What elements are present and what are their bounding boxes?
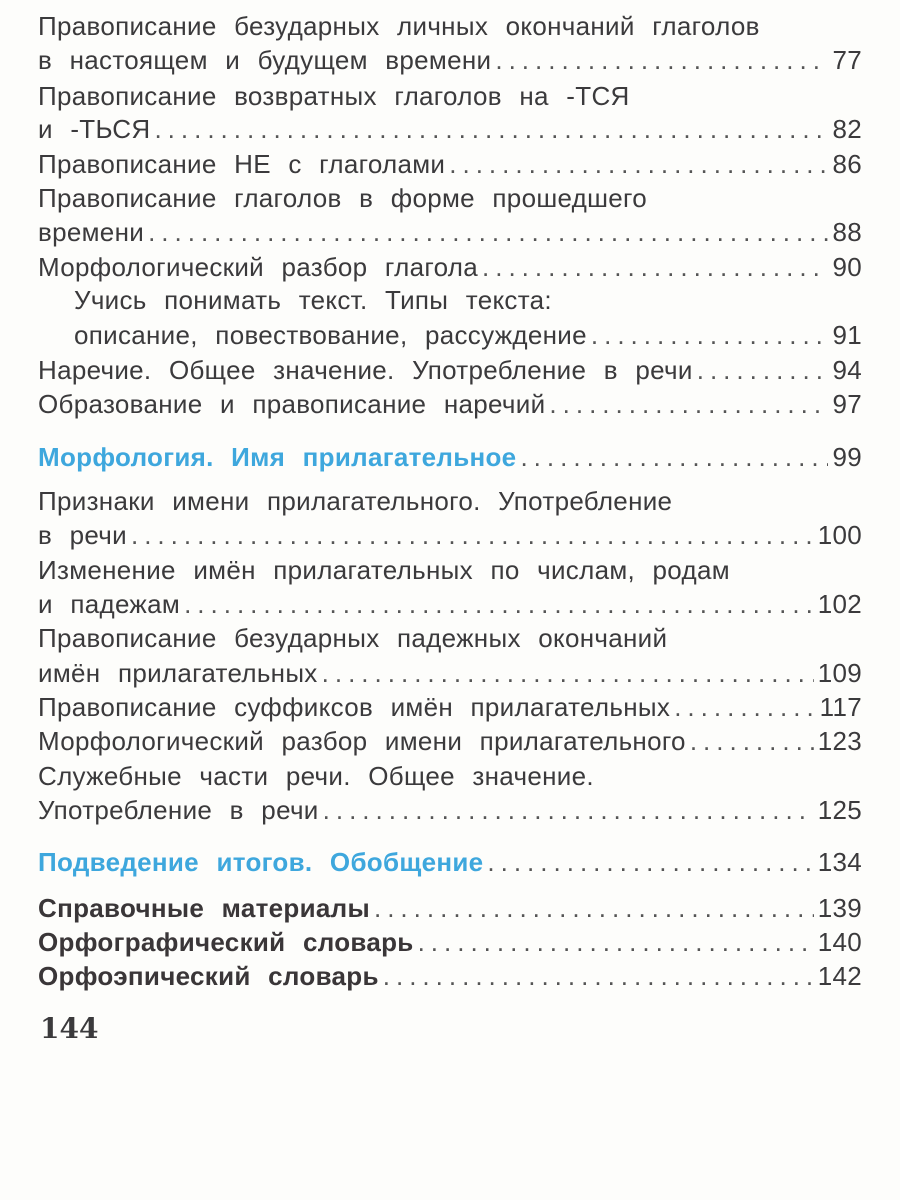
toc-entry-line [38, 215, 862, 249]
toc-entry-title: Признаки имени прилагательного. Употребление [38, 486, 673, 516]
dot-leader [549, 387, 828, 421]
toc-page-number: 125 [817, 795, 862, 825]
toc-page-number: 140 [817, 927, 862, 957]
dot-leader [418, 925, 814, 959]
dot-leader [154, 112, 828, 146]
dot-leader [487, 845, 813, 879]
toc-entry-line [38, 181, 862, 215]
toc-entry-title: Правописание безударных падежных окончаний [38, 623, 668, 653]
toc-page-number: 77 [832, 45, 862, 75]
page-number: 144 [40, 1012, 99, 1045]
dot-leader [674, 690, 815, 724]
toc-page-number: 123 [817, 726, 862, 756]
toc-entry-line [38, 690, 862, 724]
dot-leader [383, 959, 814, 993]
dot-leader [520, 440, 828, 474]
toc-page-number: 102 [817, 589, 862, 619]
toc-entry-title: Морфологический разбор глагола [38, 252, 478, 282]
toc-page-number: 97 [832, 389, 862, 419]
toc-entry-line [38, 759, 862, 793]
toc-entry-title: Правописание безударных личных окончаний глаголов [38, 11, 760, 41]
toc-page-number: 99 [832, 442, 862, 472]
dot-leader [482, 250, 828, 284]
toc-entry-title: Подведение итогов. Обобщение [38, 847, 484, 877]
toc-entry-line [38, 79, 862, 113]
toc-entry-line [38, 112, 862, 146]
dot-leader [591, 318, 829, 352]
toc-entry-title: Употребление в речи [38, 795, 319, 825]
toc-entry-title: описание, повествование, рассуждение [74, 320, 587, 350]
dot-leader [323, 793, 814, 827]
toc-entry-title: Морфология. Имя прилагательное [38, 442, 517, 472]
toc-entry-line [38, 387, 862, 421]
toc-entry-line [74, 318, 862, 352]
toc-entry-line [38, 656, 862, 690]
toc-page-number: 134 [817, 847, 862, 877]
toc-entry-title: Учись понимать текст. Типы текста: [74, 285, 552, 315]
dot-leader [131, 518, 814, 552]
toc-entry-title: Правописание суффиксов имён прилагательных [38, 692, 671, 722]
toc-entry-title: Морфологический разбор имени прилагательного [38, 726, 686, 756]
toc-entry-title: времени [38, 217, 145, 247]
toc-page-number: 86 [832, 149, 862, 179]
toc-entry-line [38, 43, 862, 77]
toc-entry-line [38, 621, 862, 655]
dot-leader [690, 724, 814, 758]
dot-leader [322, 656, 814, 690]
toc-page-number: 109 [817, 658, 862, 688]
toc-entry-title: Изменение имён прилагательных по числам, родам [38, 555, 730, 585]
toc-entry-line [38, 724, 862, 758]
toc-page-number: 142 [817, 961, 862, 991]
toc-entry-line [38, 518, 862, 552]
toc-entry-line [38, 959, 862, 993]
dot-leader [495, 43, 828, 77]
toc-page-number: 82 [832, 114, 862, 144]
toc-entry-title: Правописание НЕ с глаголами [38, 149, 446, 179]
toc-section-heading [38, 440, 862, 474]
toc-entry-line [38, 147, 862, 181]
dot-leader [148, 215, 828, 249]
toc-entry-line [38, 925, 862, 959]
dot-leader [449, 147, 828, 181]
toc-entry-line [38, 891, 862, 925]
toc-entry-title: Справочные материалы [38, 893, 370, 923]
toc-page-number: 91 [832, 320, 862, 350]
dot-leader [697, 353, 829, 387]
toc-entry-title: Наречие. Общее значение. Употребление в речи [38, 355, 693, 385]
dot-leader [184, 587, 814, 621]
toc-entry-title: Орфоэпический словарь [38, 961, 379, 991]
toc-page-number: 117 [819, 692, 862, 722]
toc-entry-title: Служебные части речи. Общее значение. [38, 761, 594, 791]
toc-page-number: 90 [832, 252, 862, 282]
toc-entry-line [38, 9, 862, 43]
toc-entry-title: Правописание возвратных глаголов на -ТСЯ [38, 81, 630, 111]
toc-entry-line [38, 250, 862, 284]
toc-entry-title: в настоящем и будущем времени [38, 45, 492, 75]
toc-entry-title: имён прилагательных [38, 658, 318, 688]
toc-entry-title: Орфографический словарь [38, 927, 414, 957]
toc-entry-line [38, 793, 862, 827]
toc-entry-title: Образование и правописание наречий [38, 389, 546, 419]
toc-page-number: 100 [817, 520, 862, 550]
toc-page-number: 94 [832, 355, 862, 385]
toc-entry-title: и падежам [38, 589, 181, 619]
toc-entry-title: в речи [38, 520, 127, 550]
toc-entry-title: и -ТЬСЯ [38, 114, 151, 144]
toc-entry-line [38, 484, 862, 518]
toc-section-heading [38, 845, 862, 879]
toc-page-number: 88 [832, 217, 862, 247]
toc-entry-title: Правописание глаголов в форме прошедшего [38, 183, 648, 213]
toc-entry-line [38, 553, 862, 587]
toc-entry-line [38, 587, 862, 621]
toc-entry-line [38, 353, 862, 387]
dot-leader [374, 891, 814, 925]
toc-page-number: 139 [817, 893, 862, 923]
toc-entry-line [74, 283, 862, 317]
